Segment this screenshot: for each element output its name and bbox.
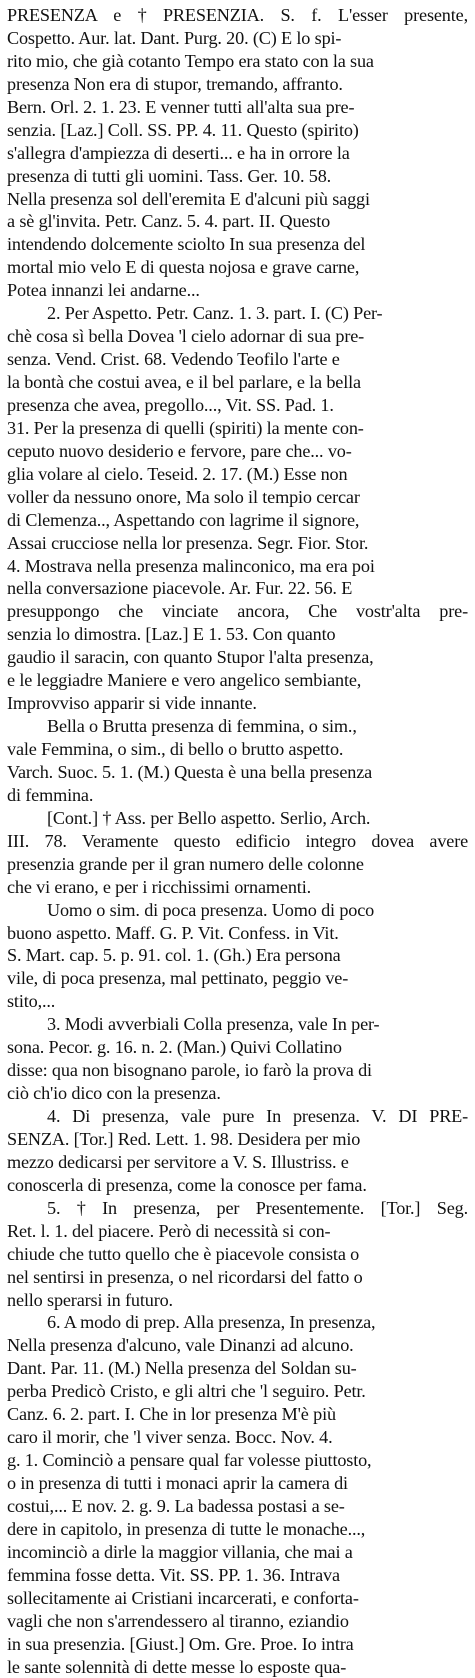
text-line bbox=[7, 990, 468, 1013]
text-line bbox=[7, 1472, 468, 1495]
text-line bbox=[7, 371, 468, 394]
text-line-content: 31. Per la presenza di quelli (spiriti) la mente con- bbox=[7, 417, 364, 440]
text-line-content: Nella presenza d'alcuno, vale Dinanzi ad alcuno. bbox=[7, 1334, 354, 1357]
text-line-content: Bern. Orl. 2. 1. 23. E venner tutti all'alta sua pre- bbox=[7, 96, 354, 119]
text-line bbox=[7, 1564, 468, 1587]
text-line bbox=[7, 188, 468, 211]
text-line bbox=[7, 279, 468, 302]
text-line bbox=[7, 876, 468, 899]
text-line bbox=[7, 646, 468, 669]
text-line-content: o in presenza di tutti i monaci aprir la camera di bbox=[7, 1472, 348, 1495]
text-line-content: 6. A modo di prep. Alla presenza, In presenza, bbox=[47, 1311, 375, 1334]
text-line bbox=[7, 807, 468, 830]
text-line-content: Bella o Brutta presenza di femmina, o sim., bbox=[47, 715, 357, 738]
text-line-content: vagli che non s'arrendessero al tiranno, eziandio bbox=[7, 1610, 349, 1633]
text-line bbox=[7, 853, 468, 876]
text-line-content: 4. Mostrava nella presenza malinconico, ma era poi bbox=[7, 555, 375, 578]
text-line bbox=[7, 1380, 468, 1403]
text-line-content: presuppongo che vinciate ancora, Che vostr'alta pre- bbox=[7, 600, 468, 623]
text-line-content: caro il morir, che 'l viver senza. Bocc. Nov. 4. bbox=[7, 1426, 332, 1449]
text-line-content: 5. † In presenza, per Presentemente. [Tor.] Seg. bbox=[47, 1197, 468, 1220]
text-line-content: senzia. [Laz.] Coll. SS. PP. 4. 11. Questo (spirito) bbox=[7, 119, 359, 142]
text-line-content: Potea innanzi lei andarne... bbox=[7, 279, 200, 302]
text-line bbox=[7, 96, 468, 119]
text-line-content: S. Mart. cap. 5. p. 91. col. 1. (Gh.) Era persona bbox=[7, 944, 341, 967]
text-line-content: e le leggiadre Maniere e vero angelico sembiante, bbox=[7, 669, 361, 692]
text-line bbox=[7, 440, 468, 463]
text-line-content: III. 78. Veramente questo edificio integro dovea avere bbox=[7, 830, 468, 853]
text-line-content: Improvviso apparir si vide innante. bbox=[7, 692, 257, 715]
text-line bbox=[7, 210, 468, 233]
text-line-content: di femmina. bbox=[7, 784, 93, 807]
text-line bbox=[7, 1357, 468, 1380]
text-line bbox=[7, 394, 468, 417]
text-line-content: vale Femmina, o sim., di bello o brutto aspetto. bbox=[7, 738, 343, 761]
text-line bbox=[7, 302, 468, 325]
text-line-content: a sè gl'invita. Petr. Canz. 5. 4. part. II. Questo bbox=[7, 210, 330, 233]
text-line bbox=[7, 1656, 468, 1678]
text-line-content: dere in capitolo, in presenza di tutte le monache..., bbox=[7, 1518, 365, 1541]
text-line-content: 4. Di presenza, vale pure In presenza. V. DI PRE- bbox=[47, 1105, 468, 1128]
text-line bbox=[7, 486, 468, 509]
text-line bbox=[7, 784, 468, 807]
text-line bbox=[7, 1036, 468, 1059]
text-line-content: mortal mio velo E di questa nojosa e grave carne, bbox=[7, 256, 359, 279]
text-line bbox=[7, 1151, 468, 1174]
text-line bbox=[7, 1541, 468, 1564]
text-line-content: vile, di poca presenza, mal pettinato, peggio ve- bbox=[7, 967, 348, 990]
text-line-content: gaudio il saracin, con quanto Stupor l'alta presenza, bbox=[7, 646, 374, 669]
text-line-content: Assai crucciose nella lor presenza. Segr. Fior. Stor. bbox=[7, 532, 368, 555]
text-line bbox=[7, 1266, 468, 1289]
text-line bbox=[7, 944, 468, 967]
text-line bbox=[7, 1059, 468, 1082]
text-line bbox=[7, 623, 468, 646]
text-line-content: buono aspetto. Maff. G. P. Vit. Confess. in Vit. bbox=[7, 922, 339, 945]
text-line bbox=[7, 532, 468, 555]
text-line-content: SENZA. [Tor.] Red. Lett. 1. 98. Desidera per mio bbox=[7, 1128, 360, 1151]
text-line bbox=[7, 463, 468, 486]
text-line bbox=[7, 555, 468, 578]
text-line bbox=[7, 761, 468, 784]
text-line bbox=[7, 715, 468, 738]
text-line-content: presenza di tutti gli uomini. Tass. Ger. 10. 58. bbox=[7, 165, 331, 188]
text-line bbox=[7, 922, 468, 945]
text-line bbox=[7, 830, 468, 853]
text-line bbox=[7, 1587, 468, 1610]
text-line bbox=[7, 669, 468, 692]
text-line-content: sona. Pecor. g. 16. n. 2. (Man.) Quivi Collatino bbox=[7, 1036, 342, 1059]
text-line-content: senzia lo dimostra. [Laz.] E 1. 53. Con quanto bbox=[7, 623, 335, 646]
text-line bbox=[7, 1013, 468, 1036]
text-line-content: glia volare al cielo. Teseid. 2. 17. (M.) Esse non bbox=[7, 463, 347, 486]
text-line bbox=[7, 1289, 468, 1312]
text-line bbox=[7, 50, 468, 73]
text-line-content: che vi erano, e per i ricchissimi ornamenti. bbox=[7, 876, 311, 899]
text-line bbox=[7, 4, 468, 27]
text-line-content: costui,... E nov. 2. g. 9. La badessa postasi a se- bbox=[7, 1495, 345, 1518]
text-line-content: PRESENZA e † PRESENZIA. S. f. L'esser presente, bbox=[7, 4, 468, 27]
text-line-content: s'allegra d'ampiezza di deserti... e ha in orrore la bbox=[7, 142, 350, 165]
text-line-content: senza. Vend. Crist. 68. Vedendo Teofilo l'arte e bbox=[7, 348, 340, 371]
text-line-content: disse: qua non bisognano parole, io farò la prova di bbox=[7, 1059, 372, 1082]
text-line bbox=[7, 1082, 468, 1105]
text-line-content: la bontà che costui avea, e il bel parlare, e la bella bbox=[7, 371, 361, 394]
text-line-content: di Clemenza.., Aspettando con lagrime il signore, bbox=[7, 509, 359, 532]
text-line bbox=[7, 1449, 468, 1472]
text-line bbox=[7, 1610, 468, 1633]
text-line bbox=[7, 348, 468, 371]
text-line-content: femmina fosse detta. Vit. SS. PP. 1. 36. Intrava bbox=[7, 1564, 340, 1587]
text-line bbox=[7, 1311, 468, 1334]
text-line-content: nella conversazione piacevole. Ar. Fur. 22. 56. E bbox=[7, 577, 352, 600]
text-line bbox=[7, 899, 468, 922]
text-line-content: chè cosa sì bella Dovea 'l cielo adornar di sua pre- bbox=[7, 325, 364, 348]
text-line bbox=[7, 967, 468, 990]
text-line-content: presenzia grande per il gran numero delle colonne bbox=[7, 853, 364, 876]
text-line bbox=[7, 1243, 468, 1266]
text-line-content: conoscerla di presenza, come la conosce per fama. bbox=[7, 1174, 367, 1197]
text-line-content: voller da nessuno onore, Ma solo il tempio cercar bbox=[7, 486, 360, 509]
text-line bbox=[7, 256, 468, 279]
text-line bbox=[7, 27, 468, 50]
text-line-content: [Cont.] † Ass. per Bello aspetto. Serlio, Arch. bbox=[47, 807, 370, 830]
text-line bbox=[7, 142, 468, 165]
text-line bbox=[7, 1426, 468, 1449]
text-line-content: presenza che avea, pregollo..., Vit. SS. Pad. 1. bbox=[7, 394, 334, 417]
text-line-content: Canz. 6. 2. part. I. Che in lor presenza M'è più bbox=[7, 1403, 336, 1426]
text-line bbox=[7, 1174, 468, 1197]
text-line-content: presenza Non era di stupor, tremando, affranto. bbox=[7, 73, 343, 96]
text-line bbox=[7, 1334, 468, 1357]
text-line-content: Uomo o sim. di poca presenza. Uomo di poco bbox=[47, 899, 374, 922]
text-line bbox=[7, 165, 468, 188]
text-line-content: perba Predicò Cristo, e gli altri che 'l seguiro. Petr. bbox=[7, 1380, 366, 1403]
text-line bbox=[7, 692, 468, 715]
text-line-content: g. 1. Cominciò a pensare qual far volesse piuttosto, bbox=[7, 1449, 371, 1472]
text-line-content: le sante solennità di dette messe lo esposte qua- bbox=[7, 1656, 346, 1678]
text-line bbox=[7, 600, 468, 623]
text-line-content: Cospetto. Aur. lat. Dant. Purg. 20. (C) E lo spi- bbox=[7, 27, 341, 50]
text-line bbox=[7, 325, 468, 348]
text-line bbox=[7, 73, 468, 96]
text-line-content: ciò ch'io dico con la presenza. bbox=[7, 1082, 221, 1105]
text-line-content: nello sperarsi in futuro. bbox=[7, 1289, 173, 1312]
text-line bbox=[7, 1197, 468, 1220]
text-line-content: Dant. Par. 11. (M.) Nella presenza del Soldan su- bbox=[7, 1357, 357, 1380]
text-line-content: Ret. l. 1. del piacere. Però di necessità si con- bbox=[7, 1220, 330, 1243]
text-line bbox=[7, 1105, 468, 1128]
text-line bbox=[7, 417, 468, 440]
text-line-content: 3. Modi avverbiali Colla presenza, vale In per- bbox=[47, 1013, 379, 1036]
text-line bbox=[7, 1518, 468, 1541]
text-line-content: 2. Per Aspetto. Petr. Canz. 1. 3. part. I. (C) Per- bbox=[47, 302, 382, 325]
text-line-content: intendendo dolcemente sciolto In sua presenza del bbox=[7, 233, 365, 256]
text-line bbox=[7, 1633, 468, 1656]
text-line-content: incominciò a dirle la maggior villania, che mai a bbox=[7, 1541, 353, 1564]
text-line bbox=[7, 1220, 468, 1243]
text-line-content: mezzo dedicarsi per servitore a V. S. Illustriss. e bbox=[7, 1151, 349, 1174]
text-line bbox=[7, 119, 468, 142]
text-line bbox=[7, 233, 468, 256]
text-line-content: chiude che tutto quello che è piacevole consista o bbox=[7, 1243, 359, 1266]
text-line-content: rito mio, che già cotanto Tempo era stato con la sua bbox=[7, 50, 374, 73]
text-line-content: sollecitamente ai Cristiani incarcerati, e conforta- bbox=[7, 1587, 359, 1610]
text-line-content: stito,... bbox=[7, 990, 55, 1013]
text-line-content: in sua presenzia. [Giust.] Om. Gre. Proe. Io intra bbox=[7, 1633, 354, 1656]
text-line-content: ceputo nuovo desiderio e fervore, pare che... vo- bbox=[7, 440, 352, 463]
text-line bbox=[7, 1495, 468, 1518]
text-line-content: Varch. Suoc. 5. 1. (M.) Questa è una bella presenza bbox=[7, 761, 372, 784]
text-line bbox=[7, 577, 468, 600]
text-line-content: Nella presenza sol dell'eremita E d'alcuni più saggi bbox=[7, 188, 370, 211]
text-line bbox=[7, 509, 468, 532]
text-line bbox=[7, 1403, 468, 1426]
text-line-content: nel sentirsi in presenza, o nel ricordarsi del fatto o bbox=[7, 1266, 363, 1289]
text-line bbox=[7, 738, 468, 761]
text-line bbox=[7, 1128, 468, 1151]
